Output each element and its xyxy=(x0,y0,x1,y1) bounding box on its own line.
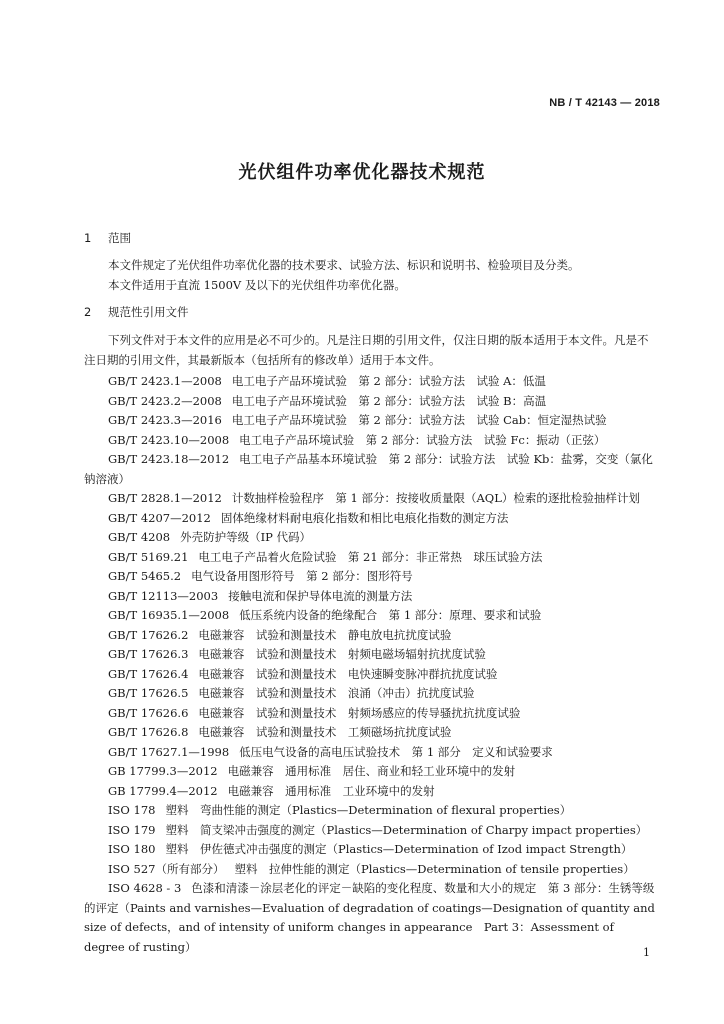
reference-item xyxy=(84,372,658,392)
reference-title: 电工电子产品环境试验 第 2 部分：试验方法 试验 Cab：恒定湿热试验 xyxy=(231,413,607,427)
reference-item xyxy=(84,801,658,821)
reference-code: ISO 4628 - 3 xyxy=(108,881,182,895)
reference-code: ISO 527（所有部分） xyxy=(108,861,225,876)
reference-item xyxy=(84,743,658,763)
reference-title: 电工电子产品着火危险试验 第 21 部分：非正常热 球压试验方法 xyxy=(198,549,543,564)
reference-code: GB 17799.3—2012 xyxy=(108,764,218,778)
reference-title: 电磁兼容 试验和测量技术 电快速瞬变脉冲群抗扰度试验 xyxy=(198,666,498,681)
reference-item xyxy=(84,567,658,587)
reference-code: GB/T 2828.1—2012 xyxy=(108,491,222,505)
scope-paragraph-2: 本文件适用于直流 1500V 及以下的光伏组件功率优化器。 xyxy=(108,277,406,292)
reference-item xyxy=(84,528,658,548)
reference-item xyxy=(84,587,658,607)
reference-title: 电工电子产品基本环境试验 第 2 部分：试验方法 试验 Kb：盐雾，交变（氯化钠溶液） xyxy=(84,452,653,486)
reference-title: 电气设备用图形符号 第 2 部分：图形符号 xyxy=(191,569,413,583)
reference-title: 电工电子产品环境试验 第 2 部分：试验方法 试验 Fc：振动（正弦） xyxy=(239,432,606,447)
reference-title: 塑料 弯曲性能的测定（Plastics—Determination of flexural properties） xyxy=(165,803,572,817)
reference-title: 电磁兼容 试验和测量技术 射频电磁场辐射抗扰度试验 xyxy=(198,647,486,661)
reference-item xyxy=(84,704,658,724)
reference-title: 外壳防护等级（IP 代码） xyxy=(180,530,312,544)
reference-item xyxy=(84,411,658,431)
reference-title: 低压系统内设备的绝缘配合 第 1 部分：原理、要求和试验 xyxy=(239,608,542,622)
reference-item xyxy=(84,626,658,646)
reference-code: GB/T 17626.8 xyxy=(108,725,189,739)
reference-code: GB/T 5465.2 xyxy=(108,569,182,583)
reference-code: GB/T 16935.1—2008 xyxy=(108,608,230,622)
standard-code: NB / T 42143 — 2018 xyxy=(549,97,660,109)
reference-item xyxy=(84,509,658,529)
reference-code: ISO 178 xyxy=(108,803,156,817)
reference-item xyxy=(84,606,658,626)
reference-title: 计数抽样检验程序 第 1 部分：按接收质量限（AQL）检索的逐批检验抽样计划 xyxy=(231,491,640,505)
reference-title: 色漆和清漆－涂层老化的评定－缺陷的变化程度、数量和大小的规定 第 3 部分：生锈等级的评定（Paints and varnishes—Evaluation of degradation of coatings—Designation of quantity and size of defects，and of intensity of uniform changes in appearance Part 3：Assessment of degree of rusting） xyxy=(84,881,655,954)
reference-code: GB/T 2423.10—2008 xyxy=(108,432,230,447)
reference-code: GB/T 17626.4 xyxy=(108,666,189,681)
reference-title: 塑料 拉伸性能的测定（Plastics—Determination of tensile properties） xyxy=(234,861,635,876)
reference-code: GB/T 17626.6 xyxy=(108,705,189,720)
section-2-number: 2 xyxy=(84,305,92,319)
reference-code: ISO 179 xyxy=(108,822,156,837)
reference-code: GB/T 17626.2 xyxy=(108,627,189,642)
reference-item xyxy=(84,821,658,841)
section-1-heading xyxy=(84,230,131,246)
reference-title: 电工电子产品环境试验 第 2 部分：试验方法 试验 A：低温 xyxy=(231,374,546,388)
reference-code: GB/T 5169.21 xyxy=(108,549,189,564)
section-1-body xyxy=(84,256,658,295)
reference-title: 低压电气设备的高电压试验技术 第 1 部分 定义和试验要求 xyxy=(239,744,553,759)
reference-title: 接触电流和保护导体电流的测量方法 xyxy=(228,588,413,603)
reference-item xyxy=(84,392,658,412)
document-title: 光伏组件功率优化器技术规范 xyxy=(238,162,486,183)
reference-title: 电磁兼容 通用标准 工业环境中的发射 xyxy=(227,783,435,798)
reference-code: GB 17799.4—2012 xyxy=(108,783,218,798)
reference-code: GB/T 17626.5 xyxy=(108,686,189,700)
section-2-title: 规范性引用文件 xyxy=(108,305,189,319)
scope-paragraph-1: 本文件规定了光伏组件功率优化器的技术要求、试验方法、标识和说明书、检验项目及分类。 xyxy=(108,258,580,272)
reference-code: GB/T 17626.3 xyxy=(108,647,189,661)
page-number: 1 xyxy=(643,946,650,959)
reference-code: GB/T 2423.18—2012 xyxy=(108,452,230,466)
reference-code: ISO 180 xyxy=(108,842,156,856)
reference-code: GB/T 17627.1—1998 xyxy=(108,744,230,759)
reference-item xyxy=(84,645,658,665)
reference-item xyxy=(84,860,658,880)
section-2-intro: 下列文件对于本文件的应用是必不可少的。凡是注日期的引用文件，仅注日期的版本适用于本文件。凡是不注日期的引用文件，其最新版本（包括所有的修改单）适用于本文件。 xyxy=(84,333,649,367)
section-2-heading xyxy=(84,304,189,320)
reference-item xyxy=(84,548,658,568)
reference-title: 电磁兼容 通用标准 居住、商业和轻工业环境中的发射 xyxy=(227,764,516,778)
reference-item xyxy=(84,431,658,451)
reference-item xyxy=(84,665,658,685)
reference-item xyxy=(84,762,658,782)
reference-code: GB/T 4207—2012 xyxy=(108,510,211,525)
section-1-number: 1 xyxy=(84,231,92,245)
reference-code: GB/T 12113—2003 xyxy=(108,588,219,603)
reference-item xyxy=(84,489,658,509)
reference-title: 电磁兼容 试验和测量技术 浪涌（冲击）抗扰度试验 xyxy=(198,686,475,700)
reference-title: 固体绝缘材料耐电痕化指数和相比电痕化指数的测定方法 xyxy=(220,510,509,525)
reference-title: 电磁兼容 试验和测量技术 工频磁场抗扰度试验 xyxy=(198,725,452,739)
reference-code: GB/T 2423.2—2008 xyxy=(108,393,222,408)
reference-item xyxy=(84,782,658,802)
reference-item xyxy=(84,879,658,957)
reference-title: 电磁兼容 试验和测量技术 射频场感应的传导骚扰抗扰度试验 xyxy=(198,705,521,720)
reference-title: 电磁兼容 试验和测量技术 静电放电抗扰度试验 xyxy=(198,627,452,642)
reference-title: 塑料 伊佐德式冲击强度的测定（Plastics—Determination of Izod impact Strength） xyxy=(165,842,633,856)
reference-code: GB/T 2423.3—2016 xyxy=(108,413,222,427)
reference-code: GB/T 4208 xyxy=(108,530,171,544)
reference-item xyxy=(84,450,658,489)
reference-code: GB/T 2423.1—2008 xyxy=(108,374,222,388)
reference-title: 塑料 简支梁冲击强度的测定（Plastics—Determination of Charpy impact properties） xyxy=(165,822,648,837)
reference-title: 电工电子产品环境试验 第 2 部分：试验方法 试验 B：高温 xyxy=(231,393,547,408)
normative-references-list xyxy=(84,372,658,957)
reference-item xyxy=(84,840,658,860)
reference-item xyxy=(84,723,658,743)
reference-item xyxy=(84,684,658,704)
section-1-title: 范围 xyxy=(108,231,131,245)
